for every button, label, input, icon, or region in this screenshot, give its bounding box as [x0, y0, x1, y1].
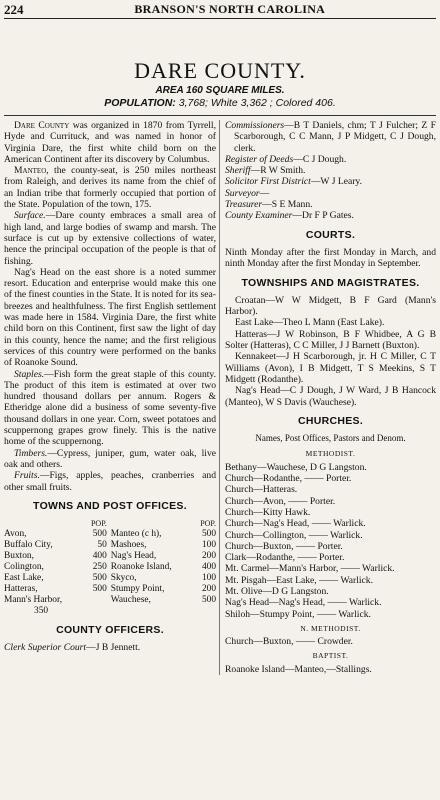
treasurer-entry [225, 199, 436, 210]
surveyor-value: — [259, 187, 270, 199]
church-entry: Clark—Rodanthe, —— Porter. [225, 552, 345, 564]
town-pop: 500 [201, 529, 216, 540]
deeds-entry [225, 154, 436, 165]
town-name: Buffalo City, [4, 540, 53, 551]
town-name: Wauchese, [110, 595, 151, 606]
township-entry: Nag's Head—C J Dough, J W Ward, J B Hancock (Manteo), W S Davis (Wauchese). [225, 385, 436, 408]
county-population [4, 97, 436, 109]
town-pop: 500 [92, 573, 107, 584]
church-entry: Church—Rodanthe, —— Porter. [225, 473, 352, 485]
timbers-text: —Cypress, juniper, gum, water oak, live oak and others. [4, 447, 216, 470]
left-column [4, 120, 220, 675]
commissioners-entry [225, 120, 436, 154]
town-name: Mann's Harbor, [4, 595, 63, 606]
town-pop: 200 [201, 584, 216, 595]
towns-table [4, 518, 216, 617]
fruits-lead: Fruits. [14, 470, 40, 482]
town-pop: 100 [201, 540, 216, 551]
town-pop: 500 [201, 595, 216, 606]
commissioners-value: —B T Daniels, chm; T J Fulcher; Z F Scarborough, C C Mann, J P Midgett, C J Dough, clerk. [234, 120, 436, 154]
church-entry: Mt. Carmel—Mann's Harbor, —— Warlick. [225, 563, 395, 575]
manteo-lead: Manteo, [14, 165, 49, 177]
officers-heading: COUNTY OFFICERS. [56, 624, 164, 637]
examiner-value: —Dr F P Gates. [292, 210, 354, 222]
town-pop: 500 [92, 529, 107, 540]
table-row [4, 551, 216, 562]
table-row [4, 529, 216, 540]
church-entry: Nag's Head—Nag's Head, —— Warlick. [225, 597, 382, 609]
staples-text: —Fish form the great staple of this county. The product of this item is estimated at over two hundred thousand dollars per annum. Rogers & Etheridge alone did a business of some seventy-five thousand dollars in one year. Corn, sweet potatoes and scuppernong grapes grow finely. This is the native home of the scuppernong. [4, 368, 216, 448]
table-row [4, 606, 216, 617]
township-entry: Kennakeet—J H Scarborough, jr. H C Miller, C T Williams (Avon), I B Midgett, T S Meekins, S T Midgett (Rodanthe). [225, 351, 436, 385]
county-area: AREA 160 SQUARE MILES. [155, 85, 285, 96]
table-row [4, 584, 216, 595]
sheriff-value: —R W Smith. [250, 165, 306, 177]
deeds-value: —C J Dough. [293, 153, 347, 165]
town-pop: 400 [92, 551, 107, 562]
commissioners-label: Commissioners [225, 120, 285, 131]
intro-paragraph [4, 120, 216, 165]
population-label: POPULATION: [104, 97, 176, 109]
church-entry: Church—Nag's Head, —— Warlick. [225, 518, 366, 530]
treasurer-value: —S E Mann. [262, 199, 313, 211]
surface-paragraph [4, 210, 216, 266]
solicitor-value: —W J Leary. [310, 176, 362, 188]
treasurer-label: Treasurer [225, 199, 263, 211]
towns-extra-pop: 350 [34, 606, 49, 617]
running-header [4, 0, 436, 16]
page-number: 224 [4, 2, 24, 17]
table-row [4, 595, 216, 606]
town-pop [84, 595, 111, 606]
fruits-text: —Figs, apples, peaches, cranberries and other small fruits. [4, 470, 216, 493]
county-title: DARE COUNTY. [134, 58, 306, 83]
church-entry: Bethany—Wauchese, D G Langston. [225, 461, 367, 473]
town-name: Roanoke Island, [110, 562, 172, 573]
table-row [4, 562, 216, 573]
town-pop: 400 [201, 562, 216, 573]
surveyor-entry [225, 188, 436, 199]
staples-lead: Staples. [14, 368, 45, 380]
manteo-paragraph [4, 165, 216, 210]
nags-head-paragraph: Nag's Head on the east shore is a noted summer resort. Education and enterprise would make this one of the finest counties in the State. It is noted for its sea-breezes and healthfulness. The first English settlement was made here in 1584. Virginia Dare, the first white child born on this Continent, first saw the light of day in this county, hence the name; and the first religious services of this country were performed on the banks of Roanoke Sound. [4, 266, 216, 369]
towns-header-row [4, 518, 216, 529]
town-pop: 100 [201, 573, 216, 584]
churches-heading: CHURCHES. [297, 414, 364, 427]
solicitor-label: Solicitor First District [225, 176, 311, 188]
town-name: Avon, [4, 529, 27, 540]
church-entry: Roanoke Island—Manteo,—Stallings. [225, 663, 372, 675]
manteo-text: the county-seat, is 250 miles northeast from Raleigh, and derives its name from the chief of an Indian tribe that formerly occupied that portion of the State. Population of the town, 175. [4, 165, 216, 211]
town-name: Nag's Head, [110, 551, 157, 562]
township-entry: Hatteras—J W Robinson, B F Whidbee, A G B Solter (Hatteras), C C Miller, J J Barnett (Buxton). [225, 328, 436, 352]
town-pop: 250 [92, 562, 107, 573]
townships-heading: TOWNSHIPS AND MAGISTRATES. [241, 276, 420, 289]
examiner-label: County Examiner [225, 210, 293, 222]
n-methodist-label: N. METHODIST. [300, 623, 361, 633]
town-name: Colington, [4, 562, 44, 573]
church-entry: Church—Kitty Hawk. [225, 506, 311, 518]
churches-note: Names, Post Offices, Pastors and Denom. [255, 433, 406, 444]
church-entry: Church—Avon, —— Porter. [225, 495, 336, 507]
table-row [4, 540, 216, 551]
township-entry: East Lake—Theo L Mann (East Lake). [235, 317, 385, 329]
church-entry: Shiloh—Stumpy Point, —— Warlick. [225, 608, 371, 620]
clerk-label: Clerk Superior Court [4, 642, 87, 654]
two-column-body [4, 120, 436, 675]
town-pop: 50 [97, 540, 107, 551]
right-column [220, 120, 436, 675]
intro-text: was organized in 1870 from Tyrrell, Hyde and Currituck, and was named in honor of Virginia Dare, the first white child born on the American Continent after its discovery by Columbus. [4, 120, 216, 165]
church-entry: Church—Collington, —— Warlick. [225, 529, 363, 541]
methodist-label: METHODIST. [305, 449, 356, 459]
pop-header: POP. [90, 519, 107, 529]
baptist-label: BAPTIST. [312, 651, 349, 661]
courts-heading: COURTS. [305, 228, 356, 241]
fruits-paragraph [4, 470, 216, 493]
timbers-lead: Timbers. [14, 447, 48, 459]
town-name: Manteo (c h), [110, 529, 162, 540]
table-row [4, 573, 216, 584]
examiner-entry [225, 210, 436, 221]
running-title: BRANSON'S NORTH CAROLINA [134, 2, 326, 16]
deeds-label: Register of Deeds [225, 153, 294, 165]
courts-text: Ninth Monday after the first Monday in March, and ninth Monday after the first Monday in September. [225, 246, 436, 270]
church-entry: Mt. Olive—D G Langston. [225, 585, 329, 597]
town-pop: 200 [201, 551, 216, 562]
town-pop: 500 [92, 584, 107, 595]
clerk-entry [4, 642, 216, 653]
towns-heading: TOWNS AND POST OFFICES. [33, 499, 187, 512]
town-name: Mashoes, [110, 540, 147, 551]
clerk-value: —J B Jennett. [86, 642, 141, 654]
surface-text: —Dare county embraces a small area of high land, and large bodies of swamp and marsh. The surface is cut up by extensive collections of water, hence the principal occupation of the people is that of fishing. [4, 210, 216, 267]
header-rule [4, 18, 436, 19]
solicitor-entry [225, 176, 436, 187]
surface-lead: Surface. [14, 210, 46, 222]
intro-lead: Dare County [14, 120, 70, 131]
town-name: Hatteras, [4, 584, 38, 595]
town-name: East Lake, [4, 573, 44, 584]
timbers-paragraph [4, 448, 216, 471]
sheriff-label: Sheriff [225, 165, 251, 177]
pop-header: POP. [200, 519, 216, 529]
church-entry: Church—Buxton, —— Porter. [225, 540, 343, 552]
title-rule [4, 115, 436, 116]
church-entry: Church—Hatteras. [225, 484, 298, 496]
town-name: Stumpy Point, [110, 584, 165, 595]
staples-paragraph [4, 369, 216, 448]
town-name: Skyco, [110, 573, 137, 584]
church-entry: Church—Buxton, —— Crowder. [225, 636, 353, 648]
sheriff-entry [225, 165, 436, 176]
church-entry: Mt. Pisgah—East Lake, —— Warlick. [225, 574, 373, 586]
population-values: 3,768; White 3,362 ; Colored 406. [178, 97, 336, 109]
surveyor-label: Surveyor [225, 187, 260, 199]
township-entry: Croatan—W W Midgett, B F Gard (Mann's Harbor). [225, 294, 436, 318]
town-name: Buxton, [4, 551, 34, 562]
